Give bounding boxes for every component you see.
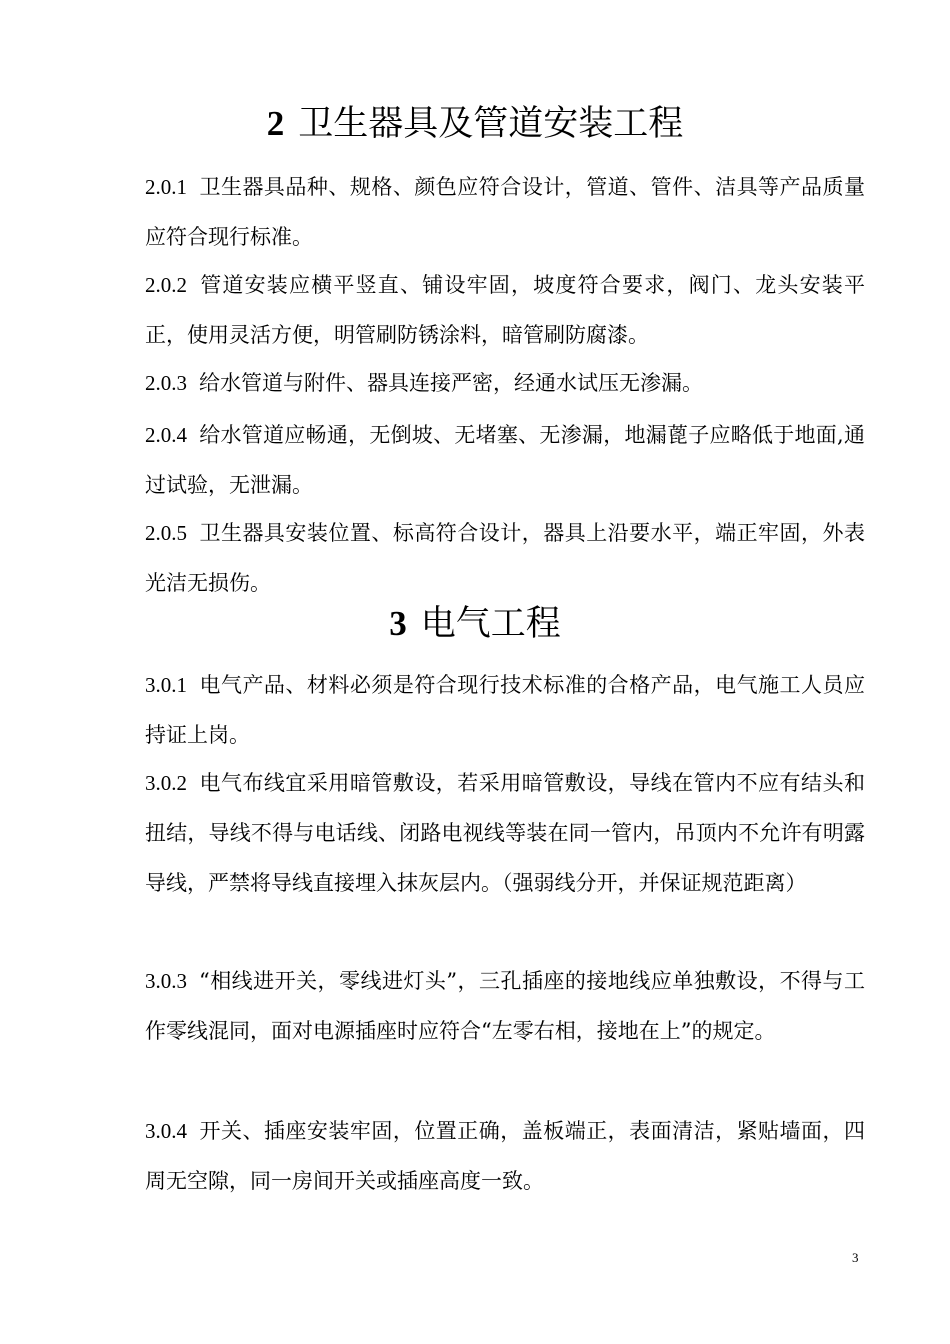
clause-3-0-4 [145,1106,865,1206]
section-title: 卫生器具及管道安装工程 [298,104,684,144]
clause-2-0-4 [145,410,865,510]
section-heading-2 [0,102,950,146]
clause-text: 给水管道应畅通，无倒坡、无堵塞、无渗漏，地漏蓖子应略低于地面,通过试验，无泄漏。 [145,423,865,497]
clause-text: 电气布线宜采用暗管敷设，若采用暗管敷设，导线在管内不应有结头和扭结，导线不得与电话线、闭路电视线等装在同一管内，吊顶内不允许有明露导线，严禁将导线直接埋入抹灰层内。（强弱线分开，并保证规范距离） [145,771,865,895]
clause-2-0-2 [145,260,865,360]
clause-text: 管道安装应横平竖直、铺设牢固，坡度符合要求，阀门、龙头安装平正，使用灵活方便，明管刷防锈涂料，暗管刷防腐漆。 [145,273,865,347]
page-number: 3 [852,1250,859,1265]
section-heading-3 [0,602,950,646]
clause-text: “相线进开关，零线进灯头”，三孔插座的接地线应单独敷设，不得与工作零线混同，面对电源插座时应符合“左零右相，接地在上”的规定。 [145,969,865,1043]
clause-2-0-5 [145,508,865,608]
clause-number: 3.0.1 [145,673,187,697]
clause-number: 2.0.3 [145,371,187,395]
clause-2-0-3 [145,358,865,408]
clause-2-0-1 [145,162,865,262]
clause-text: 卫生器具安装位置、标高符合设计，器具上沿要水平，端正牢固，外表光洁无损伤。 [145,521,865,595]
clause-3-0-3 [145,956,865,1056]
clause-number: 2.0.2 [145,273,187,297]
section-number: 2 [266,104,285,143]
clause-number: 3.0.3 [145,969,187,993]
clause-number: 2.0.5 [145,521,187,545]
section-title: 电气工程 [420,604,561,644]
clause-text: 给水管道与附件、器具连接严密，经通水试压无渗漏。 [199,371,703,395]
clause-text: 开关、插座安装牢固，位置正确，盖板端正，表面清洁，紧贴墙面，四周无空隙，同一房间开关或插座高度一致。 [145,1119,865,1193]
clause-number: 2.0.1 [145,175,187,199]
section-number: 3 [389,604,407,643]
clause-number: 3.0.4 [145,1119,187,1143]
clause-text: 电气产品、材料必须是符合现行技术标准的合格产品，电气施工人员应持证上岗。 [145,673,865,747]
clause-number: 3.0.2 [145,771,187,795]
clause-text: 卫生器具品种、规格、颜色应符合设计，管道、管件、洁具等产品质量应符合现行标准。 [145,175,865,249]
clause-number: 2.0.4 [145,423,187,447]
clause-3-0-2 [145,758,865,908]
clause-3-0-1 [145,660,865,760]
